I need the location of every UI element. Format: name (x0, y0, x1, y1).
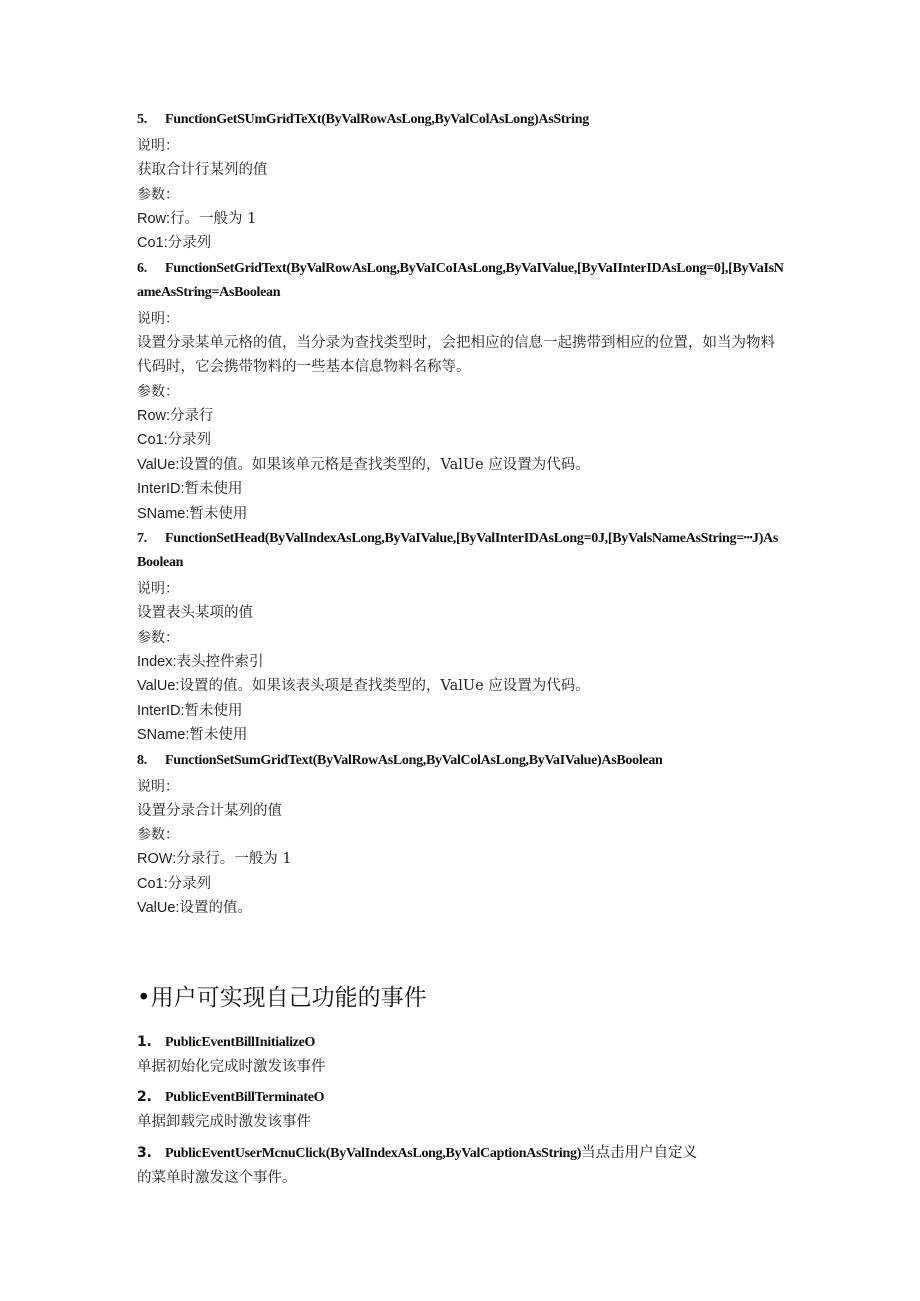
function-number: 7. (137, 531, 147, 546)
param-name: InterID (137, 481, 181, 497)
param-text: 暂未使用 (184, 702, 243, 719)
function-signature: FunctionGetSUmGridTeXt(ByValRowAsLong,ByValColAsLong)AsString (165, 112, 589, 127)
function-number: 8. (137, 752, 147, 768)
event-block-1 (137, 1030, 787, 1080)
param-text: 暂未使用 (189, 505, 248, 522)
event-signature: PublicEventBillTerminateO (165, 1090, 325, 1105)
param-row (137, 207, 787, 232)
param-row (137, 502, 787, 527)
function-signature: FunctionSetHead(ByValIndexAsLong,ByVaIValue,[ByValInterIDAsLong=0J,[ByValsNameAsString=┅J)AsBoolean (137, 531, 779, 570)
section-title: •用户可实现自己功能的事件 (137, 984, 427, 1011)
param-text: 暂未使用 (184, 481, 243, 497)
params-label: 参数： (137, 383, 179, 400)
event-heading (137, 1085, 787, 1110)
param-name: Co1 (137, 432, 164, 448)
params-label: 参数： (137, 629, 179, 646)
param-text: 行。一般为 1 (170, 210, 257, 227)
function-block-6 (137, 257, 787, 527)
event-heading (137, 1141, 787, 1166)
params-label: 参数： (137, 827, 179, 843)
param-separator: : (185, 505, 190, 522)
function-number: 5. (137, 112, 147, 127)
param-row (137, 723, 787, 748)
params-label: 参数： (137, 186, 179, 203)
event-heading (137, 1030, 787, 1055)
description-text: 设置表头某项的值 (137, 605, 253, 621)
event-signature: PublicEventUserMcnuClick(ByValIndexAsLong,ByValCaptionAsString) (165, 1145, 582, 1161)
param-row (137, 699, 787, 724)
param-text: 分录列 (167, 875, 212, 892)
document-content (137, 107, 787, 1190)
function-heading (137, 527, 787, 575)
function-block-5 (137, 108, 787, 256)
param-separator: : (180, 702, 185, 719)
param-separator: : (172, 851, 177, 867)
param-separator: : (166, 407, 171, 424)
description-text: 获取合计行某列的值 (137, 162, 268, 178)
param-name: Co1 (137, 875, 164, 892)
param-name: ValUe (137, 678, 176, 694)
param-text: 暂未使用 (189, 727, 248, 743)
function-signature: FunctionSetGridText(ByValRowAsLong,ByVaICoIAsLong,ByVaIValue,[ByVaIInterIDAsLong=0],[ByVaIsNameAsString=AsBoolean (137, 260, 784, 300)
param-text: 分录列 (167, 432, 212, 448)
param-row (137, 896, 787, 921)
event-description: 单据初始化完成时激发该事件 (137, 1058, 326, 1075)
param-name: Row (137, 210, 167, 227)
param-text: 设置的值。如果该单元格是查找类型的，ValUe 应设置为代码。 (179, 456, 590, 473)
param-row (137, 404, 787, 429)
function-number: 6. (137, 260, 147, 276)
description-label: 说明： (137, 778, 179, 795)
param-text: 分录行 (170, 407, 214, 424)
event-block-2 (137, 1085, 787, 1135)
param-name: ValUe (137, 900, 176, 916)
param-separator: : (175, 900, 180, 916)
description-text: 设置分录合计某列的值 (137, 802, 282, 819)
function-heading (137, 749, 787, 773)
param-name: SName (137, 727, 186, 743)
param-text: 表头控件索引 (176, 653, 264, 670)
param-text: 分录列 (167, 235, 212, 251)
param-separator: : (163, 432, 168, 448)
event-description: 单据卸载完成时激发该事件 (137, 1114, 311, 1130)
event-number: 3. (137, 1144, 152, 1161)
param-row (137, 872, 787, 897)
param-separator: : (163, 875, 168, 892)
function-block-7 (137, 527, 787, 748)
param-row (137, 650, 787, 675)
param-name: Index (137, 653, 173, 670)
param-name: ROW (137, 851, 173, 867)
param-separator: : (172, 653, 177, 670)
description-text: 设置分录某单元格的值，当分录为查找类型时，会把相应的信息一起携带到相应的位置，如当为物料代码时，它会携带物料的一些基本信息物料名称等。 (137, 334, 775, 375)
event-signature: PublicEventBillInitializeO (165, 1034, 316, 1050)
param-name: ValUe (137, 456, 176, 473)
param-separator: : (185, 727, 190, 743)
param-row (137, 231, 787, 256)
function-signature: FunctionSetSumGridText(ByValRowAsLong,ByValColAsLong,ByVaIValue)AsBoolean (165, 752, 663, 768)
event-heading-trail: 当点击用户自定义 (581, 1144, 698, 1161)
param-row (137, 453, 787, 478)
event-description: 的菜单时激发这个事件。 (137, 1169, 297, 1186)
param-row (137, 847, 787, 872)
description-label: 说明： (137, 310, 179, 327)
param-name: SName (137, 505, 186, 522)
event-number: 1. (137, 1033, 152, 1050)
description-label: 说明： (137, 138, 179, 154)
event-block-3 (137, 1141, 787, 1191)
function-block-8 (137, 749, 787, 921)
param-text: 设置的值。 (179, 900, 252, 916)
param-separator: : (166, 210, 171, 227)
param-text: 分录行。一般为 1 (176, 851, 292, 867)
param-separator: : (163, 235, 168, 251)
param-separator: : (175, 678, 180, 694)
function-heading (137, 108, 787, 132)
param-separator: : (180, 481, 185, 497)
function-heading (137, 257, 787, 305)
param-name: Co1 (137, 235, 164, 251)
param-row (137, 477, 787, 502)
event-number: 2. (137, 1089, 152, 1105)
param-row (137, 674, 787, 699)
param-separator: : (175, 456, 180, 473)
param-text: 设置的值。如果该表头项是查找类型的，ValUe 应设置为代码。 (179, 678, 590, 694)
param-name: Row (137, 407, 167, 424)
param-name: InterID (137, 702, 181, 719)
param-row (137, 428, 787, 453)
description-label: 说明： (137, 581, 179, 597)
